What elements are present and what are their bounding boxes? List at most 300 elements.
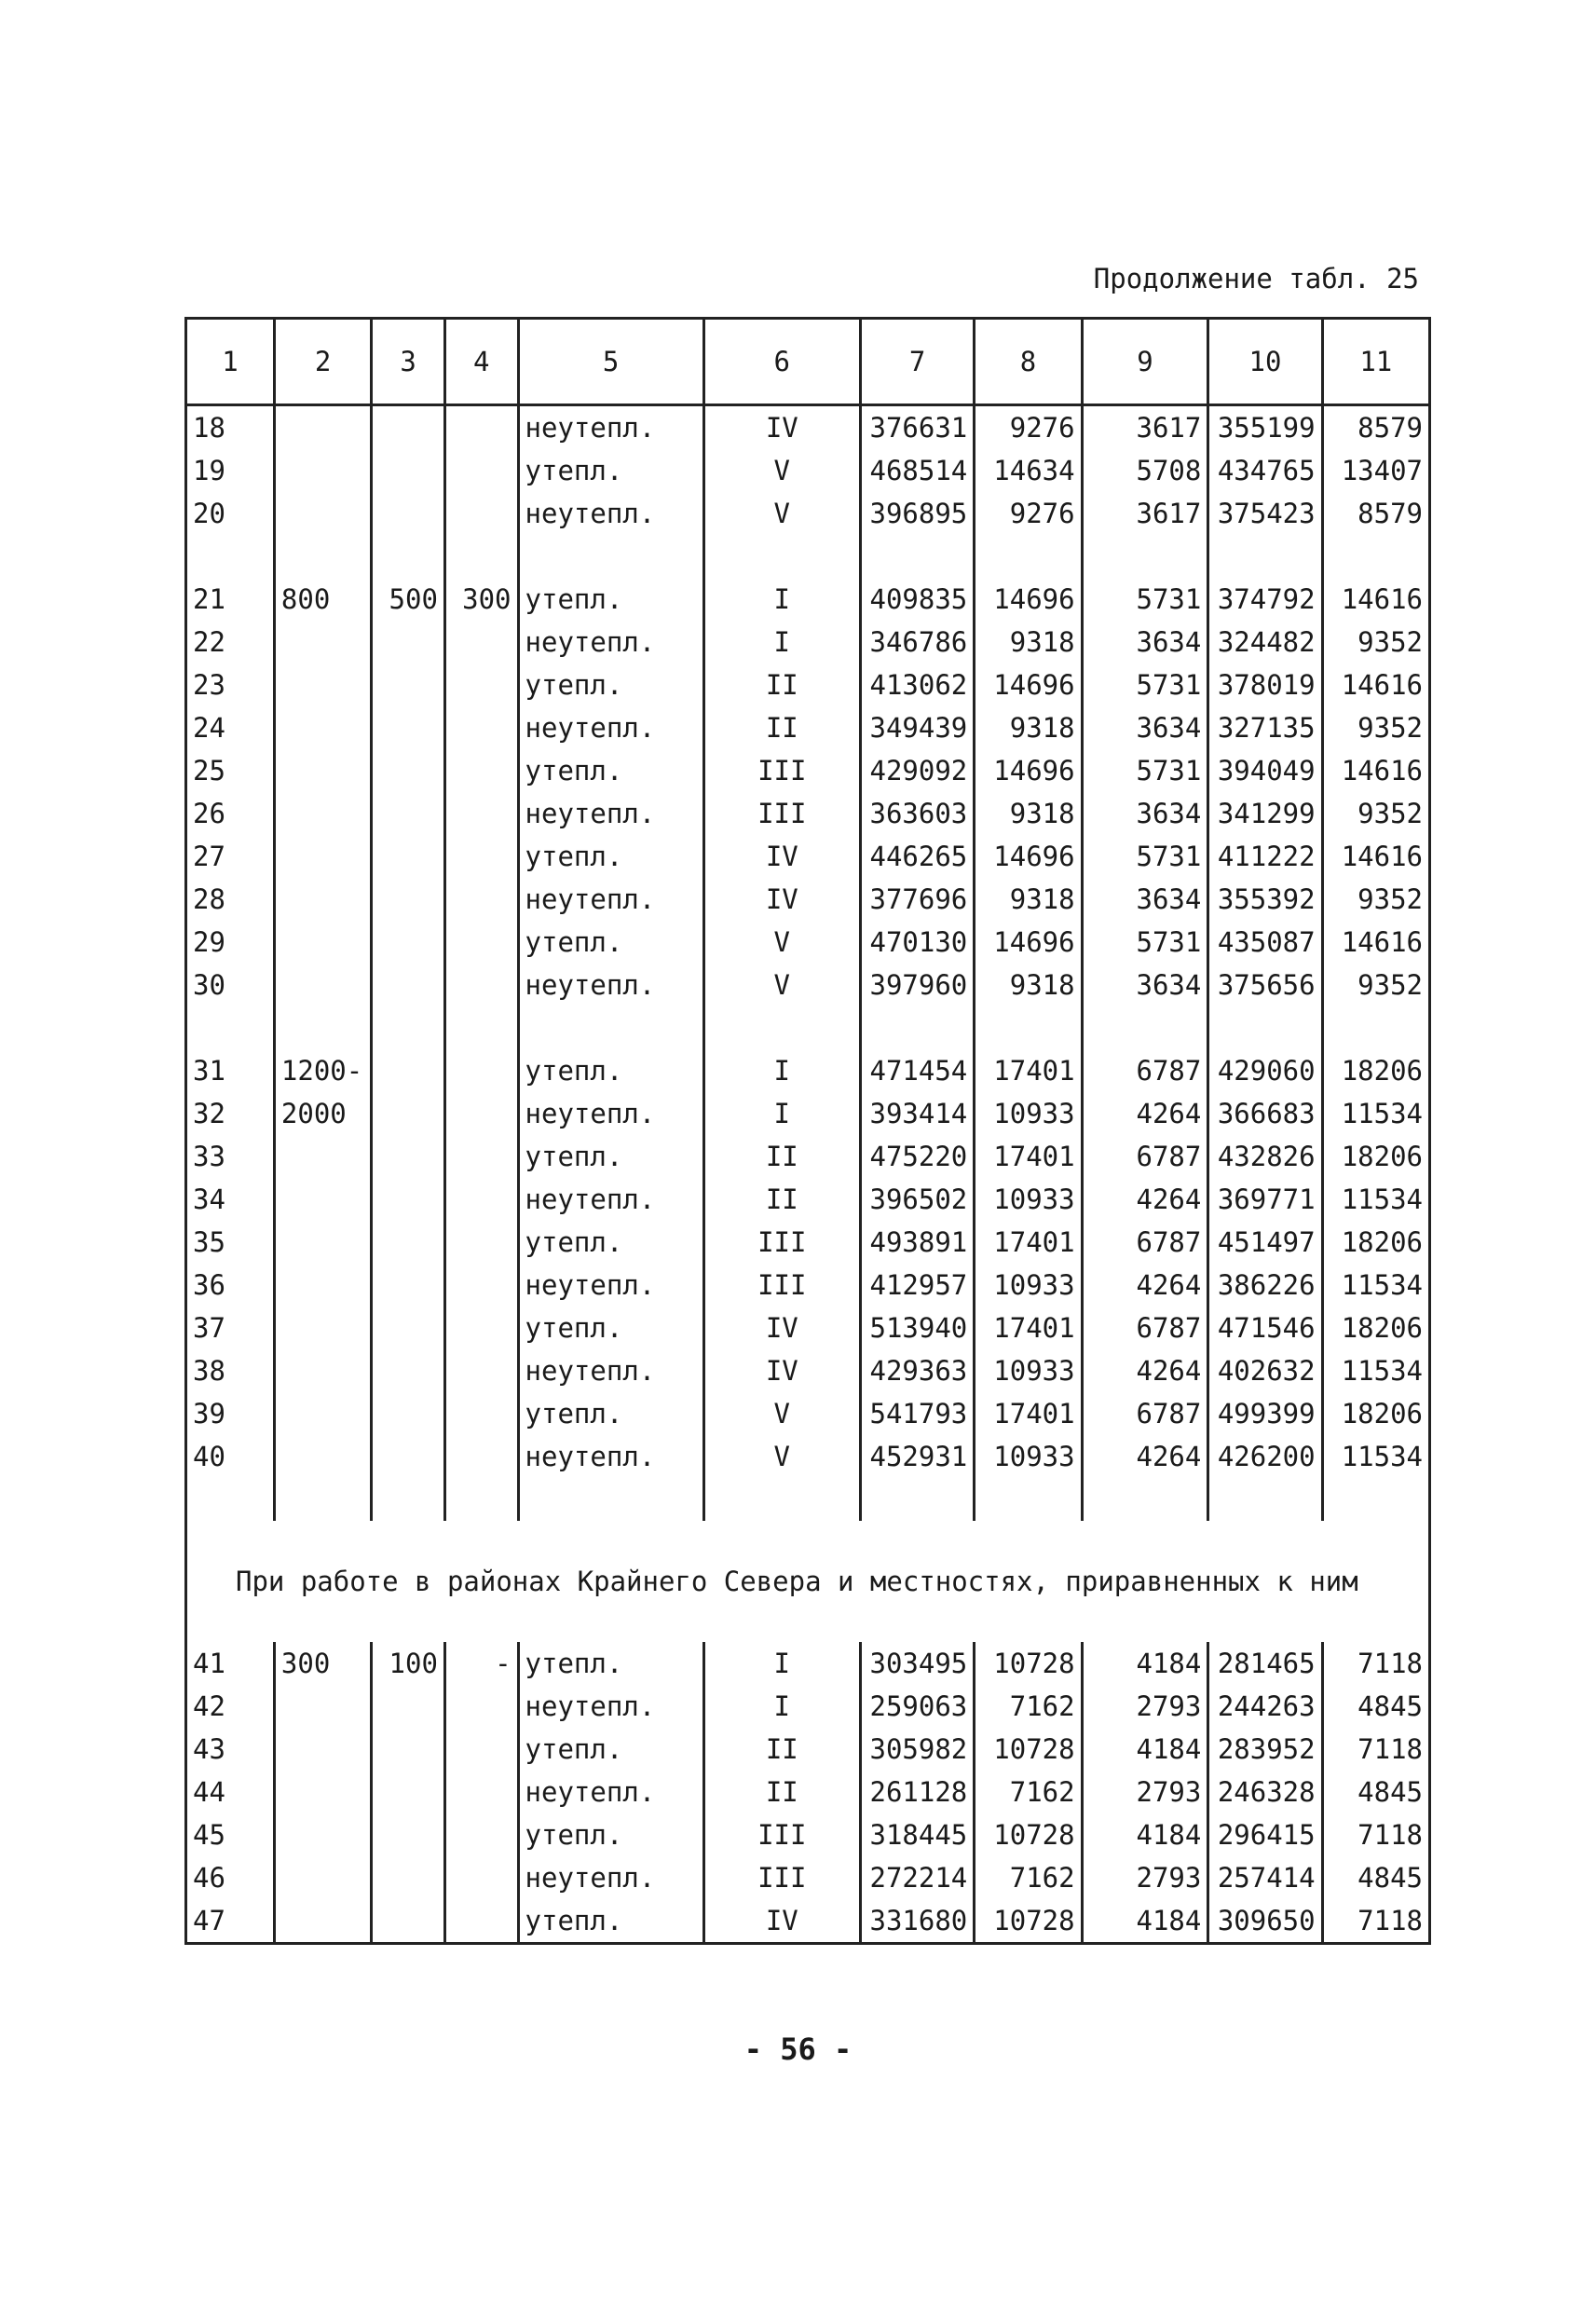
cell-c4 xyxy=(444,492,518,535)
cell-c3 xyxy=(372,706,445,749)
cell-c2 xyxy=(274,792,371,835)
cell-c4: 300 xyxy=(444,578,518,621)
cell-c2 xyxy=(274,1264,371,1306)
cell-c9: 5708 xyxy=(1082,449,1208,492)
cell-c7: 303495 xyxy=(861,1642,975,1685)
cell-c10: 366683 xyxy=(1208,1092,1322,1135)
cell-c6: II xyxy=(703,1728,860,1771)
cell-n: 33 xyxy=(186,1135,275,1178)
cell-c6: II xyxy=(703,1135,860,1178)
cell-c2 xyxy=(274,1685,371,1728)
cell-n: 21 xyxy=(186,578,275,621)
cell-c4 xyxy=(444,1264,518,1306)
cell-c6: III xyxy=(703,1264,860,1306)
cell-c9: 4264 xyxy=(1082,1435,1208,1478)
cell-c4 xyxy=(444,964,518,1006)
cell-c6: II xyxy=(703,706,860,749)
cell-c10: 283952 xyxy=(1208,1728,1322,1771)
cell-c4 xyxy=(444,1392,518,1435)
cell-c6: IV xyxy=(703,1349,860,1392)
cell-c9: 3634 xyxy=(1082,706,1208,749)
cell-c9: 4264 xyxy=(1082,1178,1208,1221)
cell-c7: 331680 xyxy=(861,1899,975,1944)
cell-c3 xyxy=(372,1135,445,1178)
group-spacer xyxy=(186,1006,1430,1049)
cell-c9: 5731 xyxy=(1082,749,1208,792)
header-col-11: 11 xyxy=(1322,319,1429,405)
cell-c2 xyxy=(274,706,371,749)
cell-c3: 100 xyxy=(372,1642,445,1685)
cell-c6: III xyxy=(703,792,860,835)
cell-c3 xyxy=(372,492,445,535)
table-row xyxy=(186,1264,1430,1306)
cell-c3 xyxy=(372,964,445,1006)
cell-c7: 493891 xyxy=(861,1221,975,1264)
cell-n: 37 xyxy=(186,1306,275,1349)
cell-c8: 14696 xyxy=(975,749,1082,792)
cell-c11: 9352 xyxy=(1322,621,1429,664)
cell-n: 46 xyxy=(186,1856,275,1899)
cell-c4 xyxy=(444,1899,518,1944)
cell-c3 xyxy=(372,449,445,492)
cell-c10: 434765 xyxy=(1208,449,1322,492)
table-row xyxy=(186,1685,1430,1728)
cell-c6: V xyxy=(703,964,860,1006)
table-caption: Продолжение табл. 25 xyxy=(1093,263,1419,294)
cell-c4 xyxy=(444,1813,518,1856)
cell-c8: 9318 xyxy=(975,878,1082,921)
cell-c5: неутепл. xyxy=(518,878,703,921)
cell-c10: 375656 xyxy=(1208,964,1322,1006)
cell-c9: 4264 xyxy=(1082,1092,1208,1135)
cell-n: 41 xyxy=(186,1642,275,1685)
cell-c3: 500 xyxy=(372,578,445,621)
cell-c7: 346786 xyxy=(861,621,975,664)
cell-c11: 8579 xyxy=(1322,492,1429,535)
cell-c10: 246328 xyxy=(1208,1771,1322,1813)
table-row xyxy=(186,921,1430,964)
cell-c6: II xyxy=(703,1771,860,1813)
cell-c7: 452931 xyxy=(861,1435,975,1478)
cell-c8: 14634 xyxy=(975,449,1082,492)
cell-c9: 2793 xyxy=(1082,1685,1208,1728)
cell-c7: 305982 xyxy=(861,1728,975,1771)
cell-c9: 4184 xyxy=(1082,1728,1208,1771)
cell-c4 xyxy=(444,1856,518,1899)
cell-c3 xyxy=(372,1049,445,1092)
cell-c11: 18206 xyxy=(1322,1392,1429,1435)
header-col-7: 7 xyxy=(861,319,975,405)
cell-c10: 432826 xyxy=(1208,1135,1322,1178)
cell-c6: II xyxy=(703,1178,860,1221)
cell-c3 xyxy=(372,835,445,878)
cell-c5: утепл. xyxy=(518,921,703,964)
cell-c7: 393414 xyxy=(861,1092,975,1135)
cell-n: 30 xyxy=(186,964,275,1006)
cell-c8: 17401 xyxy=(975,1392,1082,1435)
group-spacer xyxy=(186,1478,1430,1521)
cell-c10: 341299 xyxy=(1208,792,1322,835)
cell-c11: 14616 xyxy=(1322,921,1429,964)
cell-c9: 6787 xyxy=(1082,1306,1208,1349)
cell-c4 xyxy=(444,405,518,450)
cell-c4 xyxy=(444,835,518,878)
cell-c11: 14616 xyxy=(1322,578,1429,621)
cell-c5: неутепл. xyxy=(518,1685,703,1728)
cell-c6: I xyxy=(703,1092,860,1135)
cell-c3 xyxy=(372,664,445,706)
cell-c2 xyxy=(274,405,371,450)
cell-c9: 3634 xyxy=(1082,964,1208,1006)
cell-c4 xyxy=(444,1771,518,1813)
table-row xyxy=(186,1728,1430,1771)
cell-c11: 4845 xyxy=(1322,1771,1429,1813)
table-row xyxy=(186,1221,1430,1264)
cell-c11: 13407 xyxy=(1322,449,1429,492)
cell-c2 xyxy=(274,835,371,878)
cell-c6: IV xyxy=(703,405,860,450)
cell-c3 xyxy=(372,749,445,792)
cell-c11: 7118 xyxy=(1322,1813,1429,1856)
cell-n: 42 xyxy=(186,1685,275,1728)
cell-c5: утепл. xyxy=(518,1642,703,1685)
cell-n: 40 xyxy=(186,1435,275,1478)
cell-c7: 261128 xyxy=(861,1771,975,1813)
cell-c7: 376631 xyxy=(861,405,975,450)
cell-c10: 309650 xyxy=(1208,1899,1322,1944)
cell-c3 xyxy=(372,1178,445,1221)
table-row xyxy=(186,1899,1430,1944)
cell-c9: 6787 xyxy=(1082,1392,1208,1435)
cell-c3 xyxy=(372,1349,445,1392)
cell-c9: 4264 xyxy=(1082,1264,1208,1306)
cell-c2: 2000 xyxy=(274,1092,371,1135)
cell-n: 27 xyxy=(186,835,275,878)
cell-c10: 411222 xyxy=(1208,835,1322,878)
cell-c4 xyxy=(444,1135,518,1178)
cell-n: 47 xyxy=(186,1899,275,1944)
table-row xyxy=(186,492,1430,535)
cell-c10: 451497 xyxy=(1208,1221,1322,1264)
table-row xyxy=(186,1813,1430,1856)
cell-c7: 396502 xyxy=(861,1178,975,1221)
cell-c8: 14696 xyxy=(975,835,1082,878)
header-col-10: 10 xyxy=(1208,319,1322,405)
cell-c5: неутепл. xyxy=(518,1435,703,1478)
cell-c2 xyxy=(274,1771,371,1813)
cell-c2 xyxy=(274,749,371,792)
cell-c4 xyxy=(444,1349,518,1392)
cell-c8: 17401 xyxy=(975,1135,1082,1178)
cell-c7: 513940 xyxy=(861,1306,975,1349)
cell-c5: утепл. xyxy=(518,1899,703,1944)
header-col-2: 2 xyxy=(274,319,371,405)
cell-c2 xyxy=(274,621,371,664)
cell-c7: 396895 xyxy=(861,492,975,535)
cell-c5: утепл. xyxy=(518,578,703,621)
cell-c4 xyxy=(444,1435,518,1478)
cell-c6: IV xyxy=(703,1899,860,1944)
cell-c10: 386226 xyxy=(1208,1264,1322,1306)
cell-c7: 471454 xyxy=(861,1049,975,1092)
table-row xyxy=(186,1306,1430,1349)
cell-c8: 17401 xyxy=(975,1221,1082,1264)
cell-c9: 4184 xyxy=(1082,1813,1208,1856)
cell-c9: 4184 xyxy=(1082,1899,1208,1944)
cell-c3 xyxy=(372,1306,445,1349)
cell-c5: утепл. xyxy=(518,835,703,878)
cell-c3 xyxy=(372,792,445,835)
cell-c7: 541793 xyxy=(861,1392,975,1435)
cell-c7: 412957 xyxy=(861,1264,975,1306)
cell-c10: 369771 xyxy=(1208,1178,1322,1221)
cell-n: 24 xyxy=(186,706,275,749)
cell-n: 38 xyxy=(186,1349,275,1392)
cell-c2 xyxy=(274,1349,371,1392)
cell-c2 xyxy=(274,492,371,535)
cell-c4 xyxy=(444,792,518,835)
cell-c3 xyxy=(372,1899,445,1944)
cell-c8: 9276 xyxy=(975,405,1082,450)
table-row xyxy=(186,1856,1430,1899)
cell-c10: 435087 xyxy=(1208,921,1322,964)
data-table xyxy=(184,317,1431,1945)
cell-c6: I xyxy=(703,1049,860,1092)
table-row xyxy=(186,1349,1430,1392)
cell-c11: 14616 xyxy=(1322,664,1429,706)
cell-c8: 9318 xyxy=(975,792,1082,835)
table-body xyxy=(186,405,1430,1944)
cell-c6: IV xyxy=(703,1306,860,1349)
cell-c10: 355392 xyxy=(1208,878,1322,921)
cell-c3 xyxy=(372,1771,445,1813)
cell-c9: 5731 xyxy=(1082,835,1208,878)
cell-n: 23 xyxy=(186,664,275,706)
cell-c9: 5731 xyxy=(1082,578,1208,621)
cell-n: 39 xyxy=(186,1392,275,1435)
cell-c5: утепл. xyxy=(518,1221,703,1264)
cell-c7: 349439 xyxy=(861,706,975,749)
cell-c5: неутепл. xyxy=(518,621,703,664)
cell-c4 xyxy=(444,1306,518,1349)
cell-c11: 7118 xyxy=(1322,1642,1429,1685)
cell-c9: 6787 xyxy=(1082,1221,1208,1264)
cell-c4 xyxy=(444,749,518,792)
cell-c11: 18206 xyxy=(1322,1049,1429,1092)
header-col-9: 9 xyxy=(1082,319,1208,405)
cell-c7: 377696 xyxy=(861,878,975,921)
cell-c3 xyxy=(372,878,445,921)
cell-c3 xyxy=(372,621,445,664)
table-row xyxy=(186,706,1430,749)
cell-c6: III xyxy=(703,1813,860,1856)
cell-c10: 499399 xyxy=(1208,1392,1322,1435)
cell-c6: IV xyxy=(703,878,860,921)
table-row xyxy=(186,792,1430,835)
table-row xyxy=(186,1771,1430,1813)
cell-c3 xyxy=(372,921,445,964)
cell-c8: 9276 xyxy=(975,492,1082,535)
table-row xyxy=(186,1435,1430,1478)
cell-c2 xyxy=(274,1813,371,1856)
cell-c7: 446265 xyxy=(861,835,975,878)
cell-c8: 17401 xyxy=(975,1049,1082,1092)
cell-c8: 10728 xyxy=(975,1899,1082,1944)
cell-c2: 800 xyxy=(274,578,371,621)
cell-c5: утепл. xyxy=(518,449,703,492)
cell-c5: неутепл. xyxy=(518,1349,703,1392)
cell-c5: утепл. xyxy=(518,1049,703,1092)
cell-n: 22 xyxy=(186,621,275,664)
cell-c7: 259063 xyxy=(861,1685,975,1728)
cell-c10: 402632 xyxy=(1208,1349,1322,1392)
cell-c5: неутепл. xyxy=(518,1856,703,1899)
cell-c4 xyxy=(444,1728,518,1771)
cell-c2 xyxy=(274,449,371,492)
cell-c5: утепл. xyxy=(518,1392,703,1435)
cell-c2 xyxy=(274,664,371,706)
cell-c3 xyxy=(372,1728,445,1771)
cell-c10: 375423 xyxy=(1208,492,1322,535)
cell-c11: 7118 xyxy=(1322,1899,1429,1944)
cell-c3 xyxy=(372,1221,445,1264)
cell-c9: 3617 xyxy=(1082,405,1208,450)
cell-c9: 2793 xyxy=(1082,1771,1208,1813)
cell-c5: утепл. xyxy=(518,1728,703,1771)
cell-c7: 429092 xyxy=(861,749,975,792)
cell-c5: неутепл. xyxy=(518,964,703,1006)
cell-c11: 18206 xyxy=(1322,1306,1429,1349)
cell-c10: 257414 xyxy=(1208,1856,1322,1899)
header-col-4: 4 xyxy=(444,319,518,405)
cell-c11: 7118 xyxy=(1322,1728,1429,1771)
table-row xyxy=(186,1392,1430,1435)
cell-c9: 6787 xyxy=(1082,1049,1208,1092)
table-row xyxy=(186,835,1430,878)
cell-c4 xyxy=(444,1092,518,1135)
table-header xyxy=(186,319,1430,405)
cell-c11: 18206 xyxy=(1322,1135,1429,1178)
cell-c5: утепл. xyxy=(518,1306,703,1349)
cell-c4 xyxy=(444,1221,518,1264)
cell-c3 xyxy=(372,1392,445,1435)
cell-c6: III xyxy=(703,1221,860,1264)
cell-c5: неутепл. xyxy=(518,1178,703,1221)
cell-n: 20 xyxy=(186,492,275,535)
cell-c3 xyxy=(372,1092,445,1135)
cell-c6: V xyxy=(703,1392,860,1435)
cell-c8: 7162 xyxy=(975,1771,1082,1813)
cell-c8: 9318 xyxy=(975,706,1082,749)
cell-c11: 14616 xyxy=(1322,749,1429,792)
cell-c4 xyxy=(444,706,518,749)
cell-c5: утепл. xyxy=(518,1135,703,1178)
cell-c6: V xyxy=(703,492,860,535)
section-note-row xyxy=(186,1521,1430,1642)
cell-c6: III xyxy=(703,1856,860,1899)
table-row xyxy=(186,1049,1430,1092)
cell-c5: утепл. xyxy=(518,1813,703,1856)
cell-c2 xyxy=(274,878,371,921)
cell-c11: 11534 xyxy=(1322,1349,1429,1392)
cell-c2 xyxy=(274,1306,371,1349)
cell-c3 xyxy=(372,1856,445,1899)
cell-c2: 1200- xyxy=(274,1049,371,1092)
cell-n: 31 xyxy=(186,1049,275,1092)
table-row xyxy=(186,449,1430,492)
cell-c7: 475220 xyxy=(861,1135,975,1178)
cell-c11: 9352 xyxy=(1322,964,1429,1006)
cell-c8: 9318 xyxy=(975,964,1082,1006)
cell-c7: 318445 xyxy=(861,1813,975,1856)
cell-c11: 8579 xyxy=(1322,405,1429,450)
cell-c2 xyxy=(274,1178,371,1221)
table-row xyxy=(186,749,1430,792)
header-col-8: 8 xyxy=(975,319,1082,405)
cell-c11: 11534 xyxy=(1322,1264,1429,1306)
cell-c8: 9318 xyxy=(975,621,1082,664)
cell-n: 28 xyxy=(186,878,275,921)
table-row xyxy=(186,405,1430,450)
cell-c11: 4845 xyxy=(1322,1856,1429,1899)
cell-c5: неутепл. xyxy=(518,792,703,835)
cell-c7: 413062 xyxy=(861,664,975,706)
cell-c5: неутепл. xyxy=(518,405,703,450)
cell-c8: 10933 xyxy=(975,1178,1082,1221)
cell-c8: 10933 xyxy=(975,1349,1082,1392)
header-row xyxy=(186,319,1430,405)
cell-c7: 272214 xyxy=(861,1856,975,1899)
cell-c4 xyxy=(444,878,518,921)
cell-c2 xyxy=(274,1135,371,1178)
cell-c8: 14696 xyxy=(975,578,1082,621)
cell-c10: 394049 xyxy=(1208,749,1322,792)
cell-c4 xyxy=(444,449,518,492)
cell-c10: 429060 xyxy=(1208,1049,1322,1092)
cell-n: 19 xyxy=(186,449,275,492)
cell-c2 xyxy=(274,1221,371,1264)
cell-c6: V xyxy=(703,449,860,492)
cell-c11: 11534 xyxy=(1322,1178,1429,1221)
cell-c9: 4264 xyxy=(1082,1349,1208,1392)
cell-c10: 327135 xyxy=(1208,706,1322,749)
cell-c3 xyxy=(372,1685,445,1728)
cell-c9: 3634 xyxy=(1082,621,1208,664)
cell-c11: 9352 xyxy=(1322,706,1429,749)
cell-c3 xyxy=(372,1264,445,1306)
table-row xyxy=(186,664,1430,706)
cell-c7: 397960 xyxy=(861,964,975,1006)
cell-n: 25 xyxy=(186,749,275,792)
header-col-6: 6 xyxy=(703,319,860,405)
cell-c9: 3634 xyxy=(1082,878,1208,921)
cell-c8: 7162 xyxy=(975,1685,1082,1728)
cell-c5: неутепл. xyxy=(518,1264,703,1306)
cell-c6: III xyxy=(703,749,860,792)
cell-c9: 6787 xyxy=(1082,1135,1208,1178)
cell-c8: 10933 xyxy=(975,1092,1082,1135)
table-row xyxy=(186,1642,1430,1685)
table-row xyxy=(186,1178,1430,1221)
cell-c11: 14616 xyxy=(1322,835,1429,878)
cell-c8: 14696 xyxy=(975,664,1082,706)
header-col-3: 3 xyxy=(372,319,445,405)
cell-c4 xyxy=(444,664,518,706)
cell-c10: 378019 xyxy=(1208,664,1322,706)
cell-c7: 468514 xyxy=(861,449,975,492)
cell-c6: V xyxy=(703,1435,860,1478)
cell-c5: утепл. xyxy=(518,749,703,792)
